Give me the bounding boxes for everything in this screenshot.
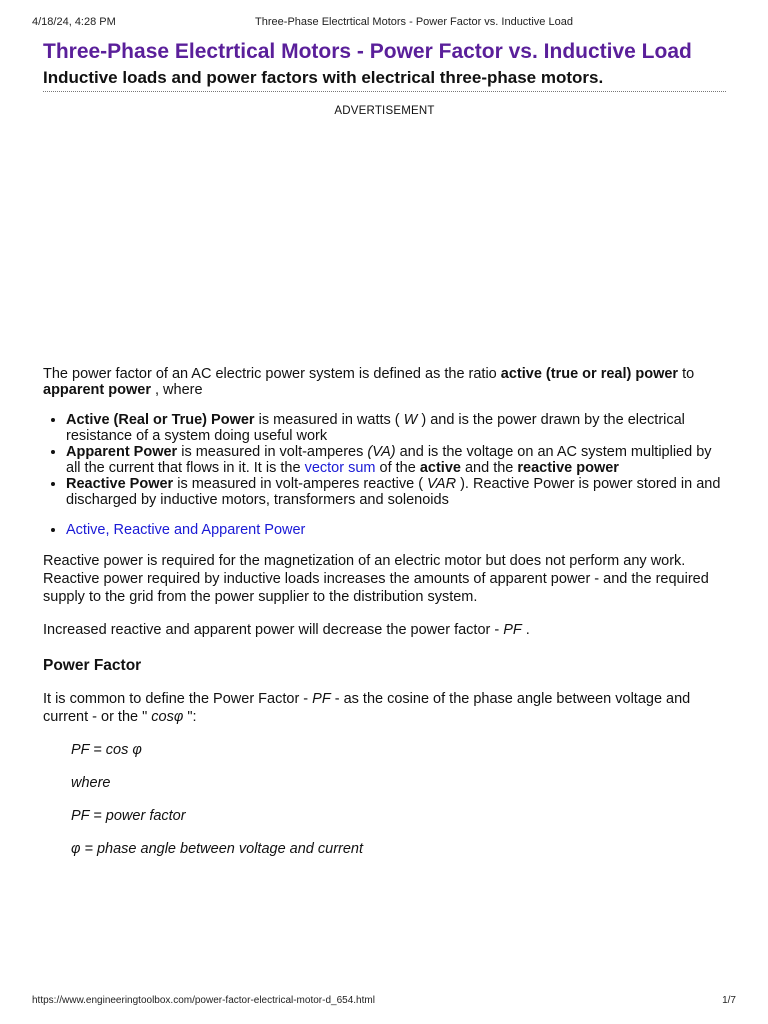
definition-text: and the [460,460,518,476]
definition-text: of the [375,460,420,476]
definition-apparent-power [66,444,726,476]
page-title: Three-Phase Electrtical Motors - Power Factor vs. Inductive Load [43,40,692,63]
page-subtitle: Inductive loads and power factors with electrical three-phase motors. [43,68,604,87]
definition-text: is measured in watts ( [254,412,404,428]
intro-text: The power factor of an AC electric power system is defined as the ratio [43,366,501,382]
definition-term: Reactive Power [66,476,174,492]
advertisement-slot [43,117,726,366]
definition-bold: active [419,460,461,476]
print-page-title: Three-Phase Electrtical Motors - Power Factor vs. Inductive Load [255,16,573,28]
definition-unit: VAR [427,476,457,492]
article [43,38,726,858]
print-footer [32,995,736,1009]
paragraph-text: ": [183,709,197,725]
intro-text: to [678,366,695,382]
dotted-divider [43,91,726,92]
definition-text: ) and is the power drawn by the electrical resistance of a system doing useful work [66,412,685,444]
active-reactive-apparent-power-link[interactable]: Active, Reactive and Apparent Power [66,522,306,538]
formula-pf-meaning: PF = power factor [71,808,186,824]
definitions-list [43,412,726,508]
paragraph-text: Increased reactive and apparent power will decrease the power factor - [43,622,504,638]
paragraph-text: - as the cosine of the phase angle between voltage and current - or the " [43,691,691,725]
increase-paragraph [43,622,726,638]
definition-term: Apparent Power [66,444,178,460]
reactive-power-paragraph: Reactive power is required for the magnetization of an electric motor but does not perform any work. Reactive power required by inductive loads increases the amounts of apparent power - and the required supply to the grid from the power supplier to the distribution system. [43,553,709,605]
intro-apparent-power: apparent power [43,382,151,398]
intro-active-power: active (true or real) power [500,366,679,382]
formula-where: where [71,775,111,791]
definition-unit: (VA) [367,444,396,460]
print-url: https://www.engineeringtoolbox.com/power-factor-electrical-motor-d_654.html [32,995,375,1006]
definition-text: is measured in volt-amperes [177,444,368,460]
formula-equation: PF = cos φ [71,742,142,758]
advertisement-label: ADVERTISEMENT [334,105,435,117]
vector-sum-link[interactable]: vector sum [304,460,376,476]
pf-symbol: PF [503,622,522,638]
related-links-list [43,522,726,538]
definition-term: Active (Real or True) Power [66,412,255,428]
paragraph-text: It is common to define the Power Factor - [43,691,313,707]
cos-phi-symbol: cosφ [151,709,184,725]
section-heading-power-factor: Power Factor [43,657,142,674]
intro-paragraph [43,366,726,398]
definition-text: and is the voltage on an AC system multiplied by all the current that flows in it. It is the [66,444,712,476]
print-header [32,16,736,30]
intro-text: , where [150,382,203,398]
print-date: 4/18/24, 4:28 PM [32,16,116,28]
definition-active-power [66,412,726,444]
power-factor-definition [43,690,726,726]
definition-unit: W [403,412,418,428]
pf-symbol: PF [312,691,331,707]
print-page-number: 1/7 [722,995,736,1006]
definition-reactive-power [66,476,726,508]
definition-bold: reactive power [517,460,619,476]
paragraph-text: . [521,622,530,638]
definition-text: ). Reactive Power is power stored in and discharged by inductive motors, transformers and solenoids [66,476,721,508]
definition-text: is measured in volt-amperes reactive ( [173,476,428,492]
related-link-item [66,522,726,538]
formula-phi-meaning: φ = phase angle between voltage and current [71,841,364,857]
